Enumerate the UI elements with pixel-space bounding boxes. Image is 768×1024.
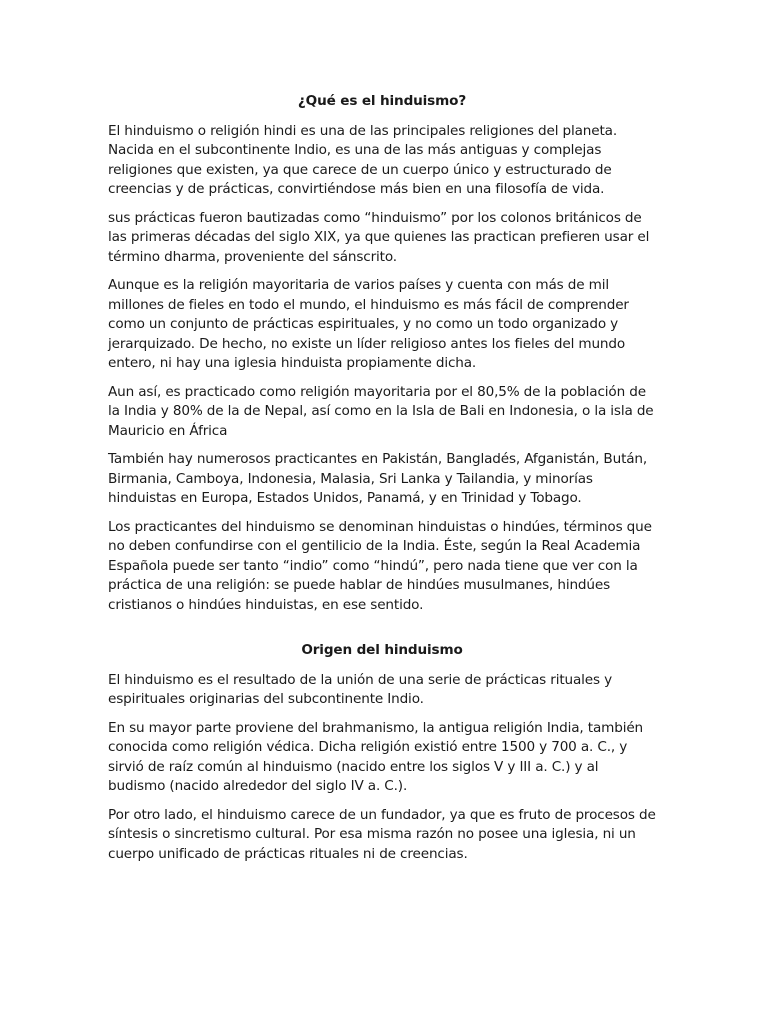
paragraph: Aun así, es practicado como religión mayoritaria por el 80,5% de la población de la India y 80% de la de Nepal, así como en la Isla de Bali en Indonesia, o la isla de Mauricio en África	[108, 383, 654, 439]
paragraph: sus prácticas fueron bautizadas como “hinduismo” por los colonos británicos de las primeras décadas del siglo XIX, ya que quienes las practican prefieren usar el término dharma, proveniente del sánscrito.	[108, 209, 650, 265]
paragraph: En su mayor parte proviene del brahmanismo, la antigua religión India, también conocida como religión védica. Dicha religión existió entre 1500 y 700 a. C., y sirvió de raíz común al hinduismo (nacido entre los siglos V y III a. C.) y al budismo (nacido alrededor del siglo IV a. C.).	[108, 719, 644, 794]
paragraph: Los practicantes del hinduismo se denominan hinduistas o hindúes, términos que no deben confundirse con el gentilicio de la India. Éste, según la Real Academia Española puede ser tanto “indio” como “hindú”, pero nada tiene que ver con la práctica de una religión: se puede hablar de hindúes musulmanes, hindúes cristianos o hindúes hinduistas, en ese sentido.	[108, 518, 652, 613]
heading-que-es-el-hinduismo: ¿Qué es el hinduismo?	[297, 93, 467, 109]
paragraph: Aunque es la religión mayoritaria de varios países y cuenta con más de mil millones de fieles en todo el mundo, el hinduismo es más fácil de comprender como un conjunto de prácticas espirituales, y no como un todo organizado y jerarquizado. De hecho, no existe un líder religioso antes los fieles del mundo entero, ni hay una iglesia hinduista propiamente dicha.	[108, 277, 629, 371]
paragraph: El hinduismo es el resultado de la unión de una serie de prácticas rituales y espirituales originarias del subcontinente Indio.	[108, 671, 612, 707]
paragraph: También hay numerosos practicantes en Pakistán, Bangladés, Afganistán, Bután, Birmania, Camboya, Indonesia, Malasia, Sri Lanka y Tailandia, y minorías hinduistas en Europa, Estados Unidos, Panamá, y en Trinidad y Tobago.	[108, 451, 648, 506]
paragraph: El hinduismo o religión hindi es una de las principales religiones del planeta. Nacida en el subcontinente Indio, es una de las más antiguas y complejas religiones que existen, ya que carece de un cuerpo único y estructurado de creencias y de prácticas, convirtiéndose más bien en una filosofía de vida.	[108, 122, 618, 197]
heading-origen-del-hinduismo: Origen del hinduismo	[301, 642, 463, 658]
paragraph: Por otro lado, el hinduismo carece de un fundador, ya que es fruto de procesos de síntesis o sincretismo cultural. Por esa misma razón no posee una iglesia, ni un cuerpo unificado de prácticas rituales ni de creencias.	[108, 806, 656, 862]
document-body	[108, 92, 656, 873]
